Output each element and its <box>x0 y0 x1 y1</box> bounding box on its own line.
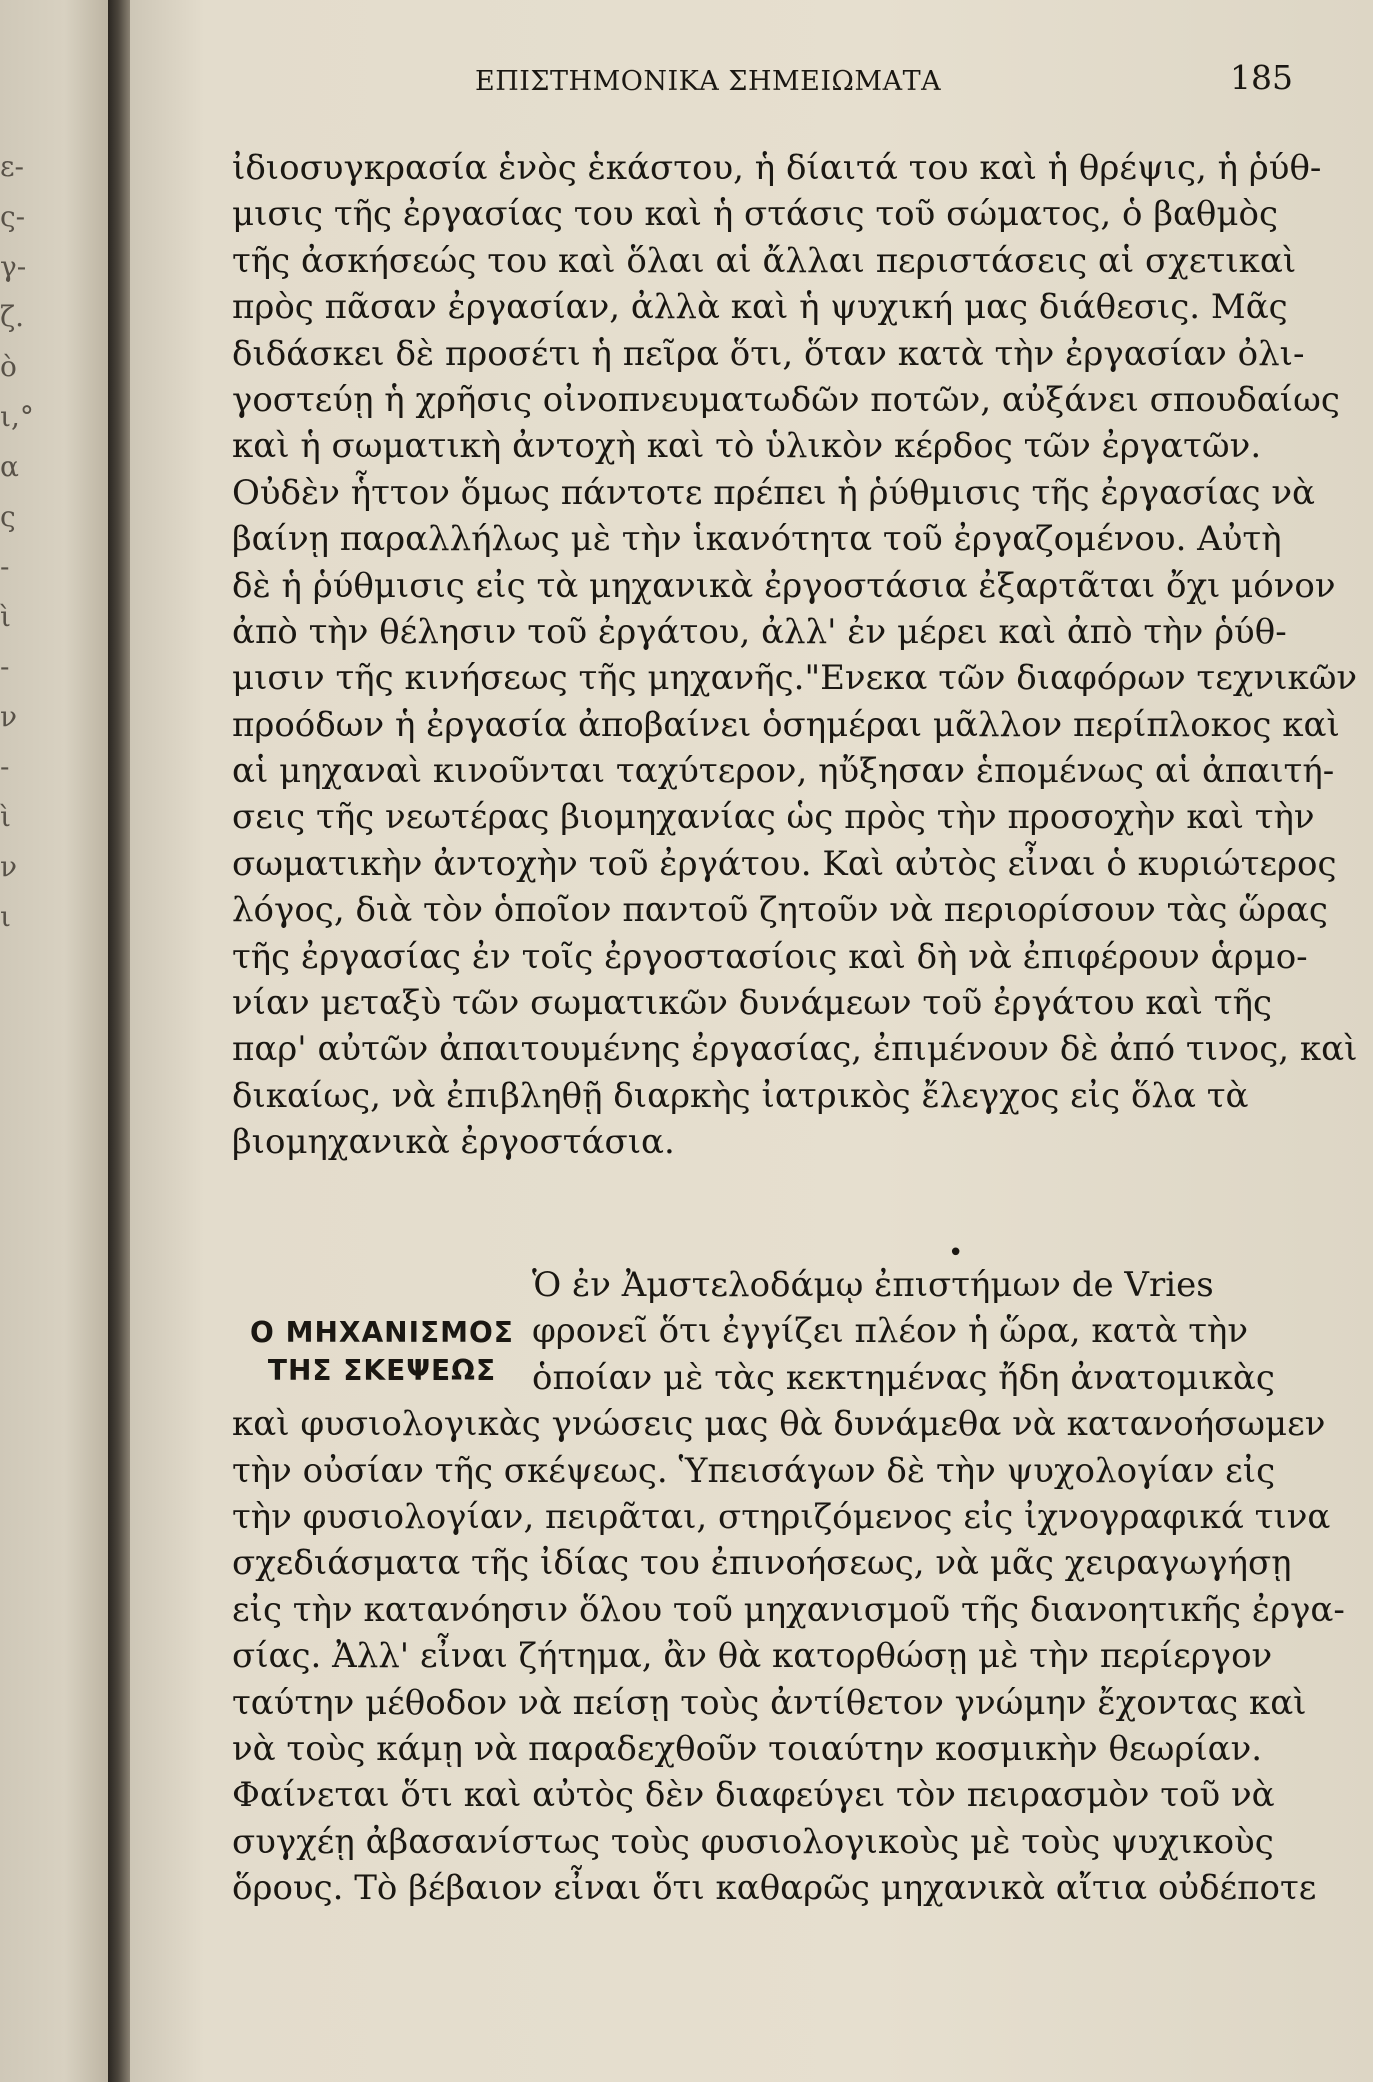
running-header <box>395 58 1295 108</box>
margin-mark: α <box>0 450 19 483</box>
text-line: μισις τῆς ἐργασίας του καὶ ἡ στάσις τοῦ σώματος, ὁ βαθμὸς <box>232 194 1279 235</box>
text-line-indented: Ὁ ἐν Ἀμστελοδάμῳ ἐπιστήμων de Vries <box>532 1265 1214 1305</box>
section-body <box>232 1262 1345 1911</box>
text-line: αἱ μηχαναὶ κινοῦνται ταχύτερον, ηὔξησαν ἑπομένως αἱ ἀπαιτή- <box>232 751 1335 792</box>
margin-mark: ι <box>0 900 11 933</box>
text-line: μισιν τῆς κινήσεως τῆς μηχανῆς."Ενεκα τῶν διαφόρων τεχνικῶν <box>232 658 1358 699</box>
margin-mark: ν <box>0 700 18 733</box>
text-line: ὅρους. Τὸ βέβαιον εἶναι ὅτι καθαρῶς μηχανικὰ αἴτια οὐδέποτε <box>232 1868 1317 1909</box>
paragraph-body <box>232 145 1358 1166</box>
text-line: καὶ φυσιολογικὰς γνώσεις μας θὰ δυνάμεθα νὰ κατανοήσωμεν <box>232 1404 1326 1445</box>
text-line: πρὸς πᾶσαν ἐργασίαν, ἀλλὰ καὶ ἡ ψυχική μας διάθεσις. Μᾶς <box>232 287 1288 328</box>
text-line: διδάσκει δὲ προσέτι ἡ πεῖρα ὅτι, ὅταν κατὰ τὴν ἐργασίαν ὀλι- <box>232 333 1305 374</box>
text-line: γοστεύῃ ἡ χρῆσις οἰνοπνευματωδῶν ποτῶν, αὐξάνει σπουδαίως <box>232 379 1340 420</box>
text-line: σεις τῆς νεωτέρας βιομηχανίας ὡς πρὸς τὴν προσοχὴν καὶ τὴν <box>232 797 1315 838</box>
text-line: τὴν οὐσίαν τῆς σκέψεως. Ὑπεισάγων δὲ τὴν ψυχολογίαν εἰς <box>232 1450 1276 1491</box>
text-line: σχεδιάσματα τῆς ἰδίας του ἐπινοήσεως, νὰ μᾶς χειραγωγήσῃ <box>232 1543 1292 1584</box>
facing-page-edge <box>0 0 108 2082</box>
sidehead-line-2: ΤΗΣ ΣΚΕΨΕΩΣ <box>267 1354 497 1387</box>
margin-mark: - <box>0 750 10 783</box>
text-line: τῆς ἀσκήσεώς του καὶ ὅλαι αἱ ἄλλαι περιστάσεις αἱ σχετικαὶ <box>232 240 1297 281</box>
text-line: ταύτην μέθοδον νὰ πείσῃ τοὺς ἀντίθετον γνώμην ἔχοντας καὶ <box>232 1682 1307 1723</box>
text-line: Φαίνεται ὅτι καὶ αὐτὸς δὲν διαφεύγει τὸν πειρασμὸν τοῦ νὰ <box>232 1775 1275 1816</box>
book-spine <box>108 0 130 2082</box>
margin-mark: ζ. <box>0 300 25 333</box>
margin-mark: ι,° <box>0 400 34 433</box>
margin-mark: ς- <box>0 200 26 233</box>
margin-mark: ὸ <box>0 350 17 383</box>
text-line: καὶ ἡ σωματικὴ ἀντοχὴ καὶ τὸ ὑλικὸν κέρδος τῶν ἐργατῶν. <box>232 426 1262 467</box>
text-line: δικαίως, νὰ ἐπιβληθῇ διαρκὴς ἰατρικὸς ἔλεγχος εἰς ὅλα τὰ <box>232 1075 1249 1116</box>
margin-mark: ς <box>0 500 16 533</box>
facing-page-fragments <box>0 150 36 950</box>
text-line: ἰδιοσυγκρασία ἑνὸς ἑκάστου, ἡ δίαιτά του καὶ ἡ θρέψις, ἡ ῥύθ- <box>232 148 1322 188</box>
margin-mark: ν <box>0 850 18 883</box>
text-line: Οὐδὲν ἧττον ὅμως πάντοτε πρέπει ἡ ῥύθμισις τῆς ἐργασίας νὰ <box>232 472 1315 513</box>
text-line: προόδων ἡ ἐργασία ἀποβαίνει ὁσημέραι μᾶλλον περίπλοκος καὶ <box>232 704 1340 745</box>
margin-mark: ὶ <box>0 600 11 633</box>
text-line: τὴν φυσιολογίαν, πειρᾶται, στηριζόμενος εἰς ἰχνογραφικά τινα <box>232 1496 1331 1537</box>
margin-mark: ε- <box>0 150 24 183</box>
text-line: εἰς τὴν κατανόησιν ὅλου τοῦ μηχανισμοῦ τῆς διανοητικῆς ἐργα- <box>232 1589 1345 1630</box>
text-line: νίαν μεταξὺ τῶν σωματικῶν δυνάμεων τοῦ ἐργάτου καὶ τῆς <box>232 983 1272 1024</box>
text-line: βαίνῃ παραλλήλως μὲ τὴν ἱκανότητα τοῦ ἐργαζομένου. Αὐτὴ <box>232 519 1282 560</box>
text-line: νὰ τοὺς κάμῃ νὰ παραδεχθοῦν τοιαύτην κοσμικὴν θεωρίαν. <box>232 1728 1263 1769</box>
margin-mark: ὶ <box>0 800 11 833</box>
text-line: σωματικὴν ἀντοχὴν τοῦ ἐργάτου. Καὶ αὐτὸς εἶναι ὁ κυριώτερος <box>232 843 1337 884</box>
text-line: τῆς ἐργασίας ἐν τοῖς ἐργοστασίοις καὶ δὴ νὰ ἐπιφέρουν ἁρμο- <box>232 936 1308 977</box>
stray-dot: • <box>948 1238 964 1268</box>
running-title: ΕΠΙΣΤΗΜΟΝΙΚΑ ΣΗΜΕΙΩΜΑΤΑ <box>475 66 942 97</box>
text-line: συγχέῃ ἀβασανίστως τοὺς φυσιολογικοὺς μὲ τοὺς ψυχικοὺς <box>232 1821 1274 1862</box>
text-line: παρ' αὐτῶν ἀπαιτουμένης ἐργασίας, ἐπιμένουν δὲ ἀπό τινος, καὶ <box>232 1029 1358 1070</box>
text-line: δὲ ἡ ῥύθμισις εἰς τὰ μηχανικὰ ἐργοστάσια ἐξαρτᾶται ὄχι μόνον <box>232 565 1336 606</box>
text-line: ἀπὸ τὴν θέλησιν τοῦ ἐργάτου, ἀλλ' ἐν μέρει καὶ ἀπὸ τὴν ῥύθ- <box>232 611 1287 652</box>
page-number: 185 <box>1230 58 1293 97</box>
text-line-indented: ὁποίαν μὲ τὰς κεκτημένας ἤδη ἀνατομικὰς <box>532 1357 1275 1398</box>
margin-mark: - <box>0 650 10 683</box>
text-line: σίας. Ἀλλ' εἶναι ζήτημα, ἂν θὰ κατορθώσῃ μὲ τὴν περίεργον <box>232 1636 1273 1677</box>
text-line-indented: φρονεῖ ὅτι ἐγγίζει πλέον ἡ ὥρα, κατὰ τὴν <box>532 1311 1249 1352</box>
text-line: λόγος, διὰ τὸν ὁποῖον παντοῦ ζητοῦν νὰ περιορίσουν τὰς ὥρας <box>232 890 1328 931</box>
margin-mark: γ- <box>0 250 27 283</box>
text-line: βιομηχανικὰ ἐργοστάσια. <box>232 1122 675 1163</box>
margin-mark: - <box>0 550 10 583</box>
sidehead-line-1: Ο ΜΗΧΑΝΙΣΜΟΣ <box>250 1316 514 1349</box>
